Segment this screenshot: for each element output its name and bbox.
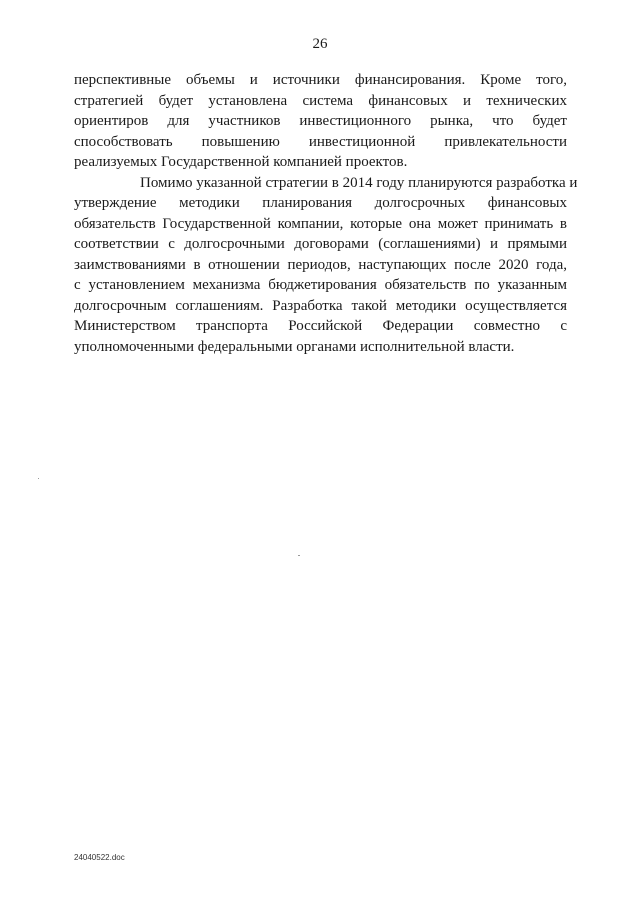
scan-speck [298,555,300,556]
text-line: Помимо указанной стратегии в 2014 году планируются разработка и [140,174,578,191]
text-line: ориентиров для участников инвестиционного рынка, что будет [74,113,567,129]
text-line: уполномоченными федеральными органами исполнительной власти. [74,338,515,355]
paragraph-2 [74,173,578,358]
footer-filename: 24040522.doc [74,853,125,862]
paragraph-1 [74,70,567,173]
scan-speck [38,478,39,479]
text-line: утверждение методики планирования долгосрочных финансовых [74,195,567,211]
text-line: соответствии с долгосрочными договорами (соглашениями) и прямыми [74,236,567,252]
text-line: заимствованиями в отношении периодов, наступающих после 2020 года, [74,256,567,273]
text-line: с установлением механизма бюджетирования обязательств по указанным [74,277,567,293]
text-line: способствовать повышению инвестиционной привлекательности [74,133,567,150]
text-line: стратегией будет установлена система финансовых и технических [74,92,567,109]
text-line: реализуемых Государственной компанией проектов. [74,154,408,170]
text-line: долгосрочным соглашениям. Разработка такой методики осуществляется [74,297,567,314]
document-body [74,70,578,357]
text-line: Министерством транспорта Российской Федерации совместно с [74,318,567,334]
page-number: 26 [312,36,328,52]
text-line: перспективные объемы и источники финансирования. Кроме того, [74,72,567,88]
text-line: обязательств Государственной компании, которые она может принимать в [74,215,567,232]
